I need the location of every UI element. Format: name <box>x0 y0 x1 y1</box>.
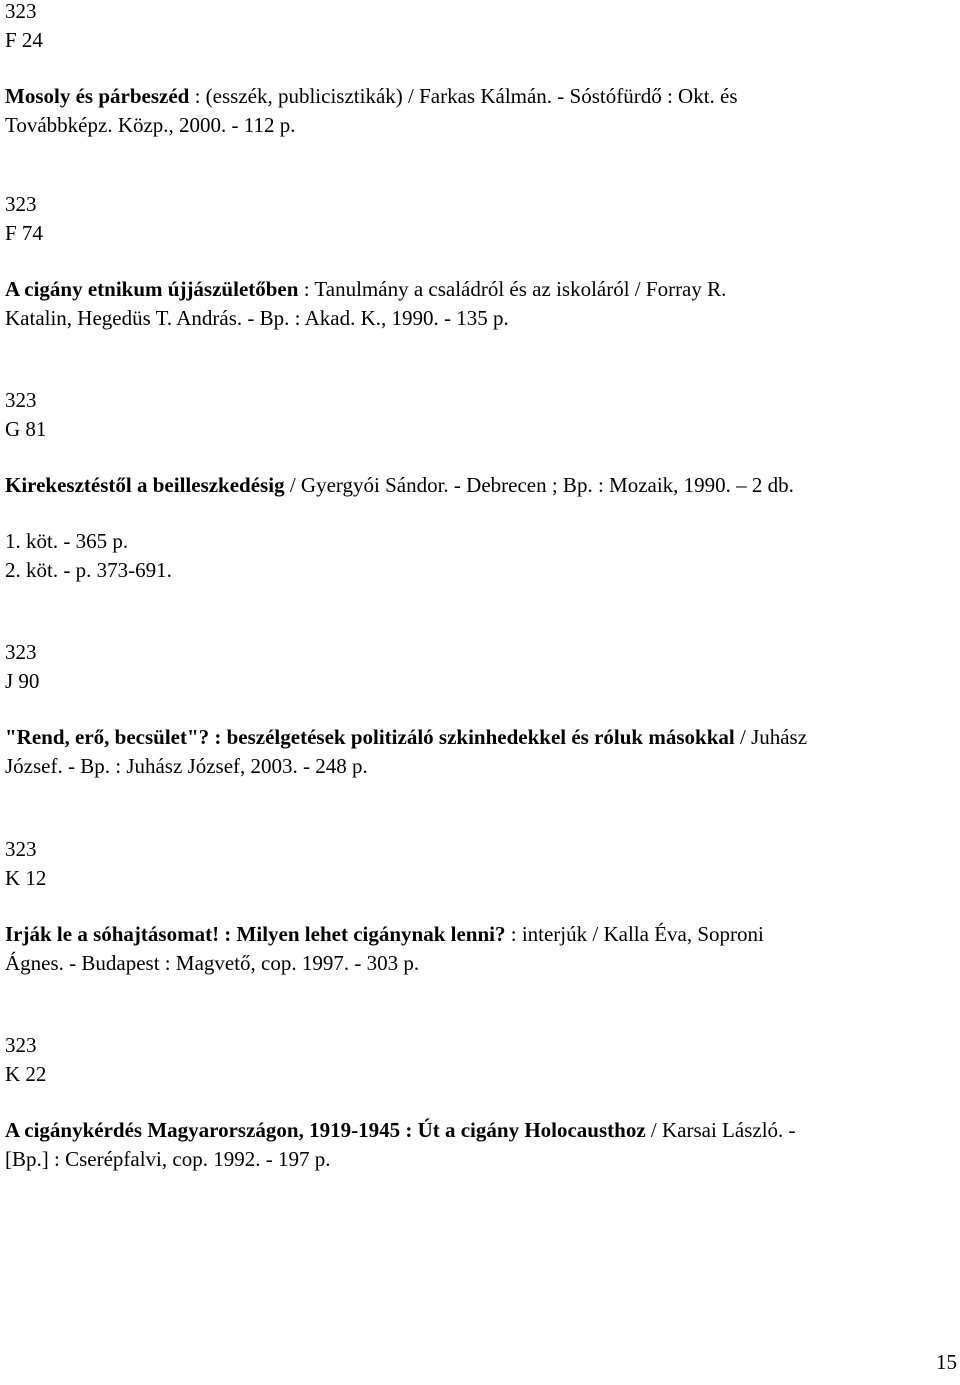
description-line <box>5 1145 925 1174</box>
shelfmark: K 12 <box>5 866 47 890</box>
description-line <box>5 304 925 333</box>
entry-description <box>5 471 925 500</box>
entry-description <box>5 275 925 333</box>
catalog-entry <box>5 1031 935 1174</box>
description-line <box>5 111 925 140</box>
entry-description <box>5 1116 925 1174</box>
description-line <box>5 920 925 949</box>
class-number: 323 <box>5 0 37 23</box>
entry-details: József. - Bp. : Juhász József, 2003. - 248 p. <box>5 754 368 778</box>
entry-details: : interjúk / Kalla Éva, Soproni <box>505 922 764 946</box>
entry-details: Ágnes. - Budapest : Magvető, cop. 1997. - 303 p. <box>5 951 420 975</box>
catalog-entry <box>5 835 935 978</box>
description-line <box>5 723 925 752</box>
description-line <box>5 752 925 781</box>
description-line <box>5 275 925 304</box>
shelfmark: F 24 <box>5 28 43 52</box>
entry-details: / Juhász <box>734 725 808 749</box>
class-number: 323 <box>5 388 37 412</box>
entry-details: / Gyergyói Sándor. - Debrecen ; Bp. : Mozaik, 1990. – 2 db. <box>284 473 794 497</box>
volume-line: 1. köt. - 365 p. <box>5 529 129 553</box>
volume-line: 2. köt. - p. 373-691. <box>5 558 172 582</box>
shelfmark: F 74 <box>5 221 43 245</box>
entry-title: Kirekesztéstől a beilleszkedésig <box>5 473 285 497</box>
page-number: 15 <box>936 1350 957 1374</box>
catalog-entry <box>5 0 935 140</box>
shelfmark: J 90 <box>5 669 40 693</box>
entry-details: : (esszék, publicisztikák) / Farkas Kálmán. - Sóstófürdő : Okt. és <box>189 84 738 108</box>
volume-list <box>5 527 935 585</box>
entry-description <box>5 723 925 781</box>
entry-title: Mosoly és párbeszéd <box>5 84 190 108</box>
entry-title: "Rend, erő, becsület"? : beszélgetések politizáló szkinhedekkel és róluk másokkal <box>5 725 735 749</box>
entry-details: Katalin, Hegedüs T. András. - Bp. : Akad. K., 1990. - 135 p. <box>5 306 509 330</box>
entry-details: [Bp.] : Cserépfalvi, cop. 1992. - 197 p. <box>5 1147 331 1171</box>
entry-title: A cigány etnikum újjászületőben <box>5 277 299 301</box>
description-line <box>5 471 925 500</box>
entry-details: / Karsai László. - <box>645 1118 796 1142</box>
entry-details: : Tanulmány a családról és az iskoláról / Forray R. <box>298 277 727 301</box>
catalog-entry <box>5 638 935 781</box>
class-number: 323 <box>5 192 37 216</box>
entry-title: A cigánykérdés Magyarországon, 1919-1945 : Út a cigány Holocausthoz <box>5 1118 646 1142</box>
description-line <box>5 1116 925 1145</box>
catalog-entry <box>5 386 935 585</box>
catalog-entry <box>5 190 935 333</box>
entry-title: Irják le a sóhajtásomat! : Milyen lehet cigánynak lenni? <box>5 922 506 946</box>
class-number: 323 <box>5 640 37 664</box>
entry-description <box>5 920 925 978</box>
entry-description <box>5 82 925 140</box>
description-line <box>5 949 925 978</box>
class-number: 323 <box>5 1033 37 1057</box>
description-line <box>5 82 925 111</box>
shelfmark: G 81 <box>5 417 47 441</box>
shelfmark: K 22 <box>5 1062 47 1086</box>
class-number: 323 <box>5 837 37 861</box>
entry-details: Továbbképz. Közp., 2000. - 112 p. <box>5 113 296 137</box>
